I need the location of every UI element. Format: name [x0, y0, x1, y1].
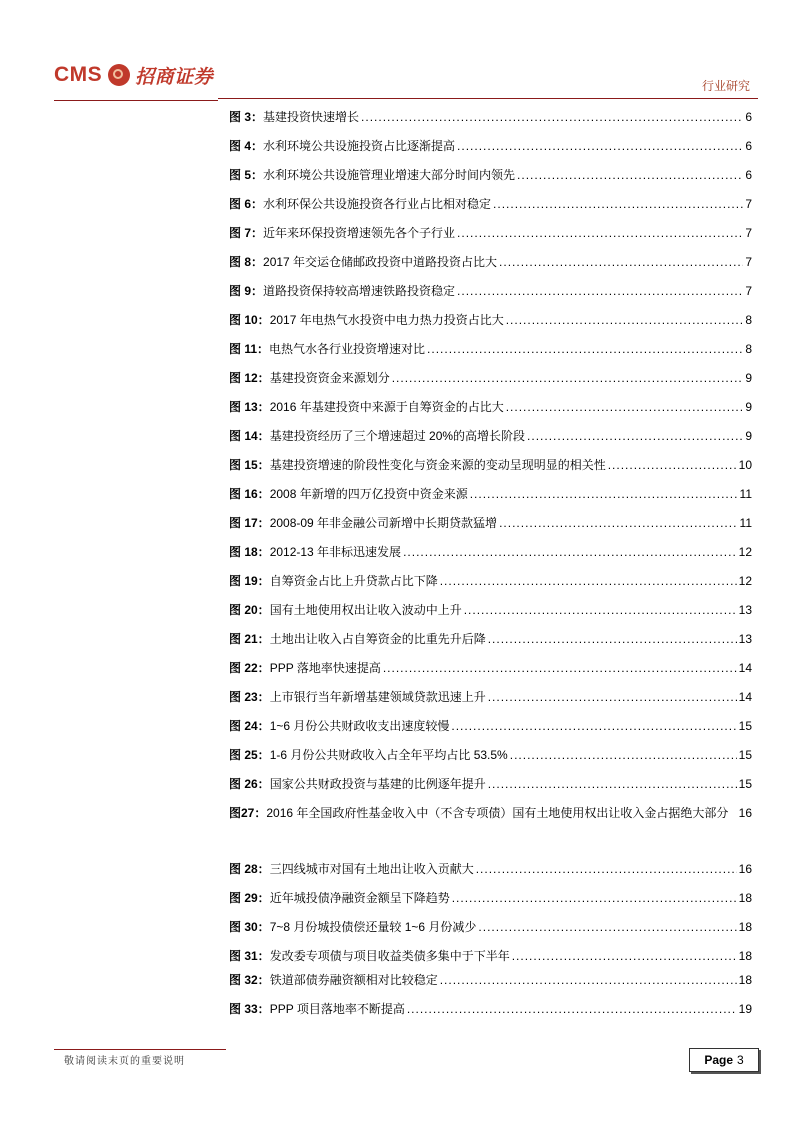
- toc-entry[interactable]: [229, 919, 752, 935]
- toc-dot-leader: [510, 747, 737, 763]
- toc-entry-label: 图 14：: [229, 429, 270, 443]
- toc-dot-leader: [452, 890, 737, 906]
- toc-entry[interactable]: [229, 399, 752, 415]
- toc-entry-label: 图 20：: [229, 603, 270, 617]
- toc-entry[interactable]: [229, 602, 752, 618]
- toc-entry[interactable]: [229, 138, 752, 154]
- toc-entry-label: 图 33：: [229, 1002, 270, 1016]
- toc-entry[interactable]: [229, 631, 752, 647]
- toc-entry-page: 18: [738, 920, 752, 934]
- toc-entry[interactable]: [229, 457, 752, 473]
- toc-entry-page: 12: [738, 574, 752, 588]
- toc-entry-page: 6: [745, 139, 752, 153]
- toc-entry-page: 7: [745, 197, 752, 211]
- toc-entry-label: 图 21：: [229, 632, 270, 646]
- toc-entry-label: 图 12：: [229, 371, 270, 385]
- toc-entry-label: 图27：: [229, 806, 267, 820]
- toc-entry-title: 水利环境公共设施管理业增速大部分时间内领先: [263, 168, 516, 182]
- toc-entry-page: 9: [745, 371, 752, 385]
- toc-dot-leader: [506, 312, 744, 328]
- toc-entry-page: 8: [745, 313, 752, 327]
- toc-entry-label: 图 29：: [229, 891, 270, 905]
- toc-dot-leader: [488, 631, 737, 647]
- toc-entry-label: 图 3：: [229, 110, 264, 124]
- toc-entry-label: 图 16：: [229, 487, 270, 501]
- toc-entry-label: 图 4：: [229, 139, 264, 153]
- toc-dot-leader: [457, 138, 743, 154]
- toc-entry-page: 16: [738, 806, 752, 820]
- toc-entry-label: 图 11：: [229, 342, 270, 356]
- toc-entry-label: 图 8：: [229, 255, 264, 269]
- toc-dot-leader: [457, 283, 743, 299]
- toc-entry-title: 水利环境公共设施投资占比逐渐提高: [263, 139, 456, 153]
- toc-entry[interactable]: [229, 225, 752, 241]
- toc-entry-label: 图 10：: [229, 313, 270, 327]
- logo-emblem-icon: [108, 64, 130, 86]
- toc-entry-title: 基建投资资金来源划分: [269, 371, 390, 385]
- toc-entry[interactable]: [229, 890, 752, 906]
- toc-dot-leader: [517, 167, 743, 183]
- toc-entry-title: 近年城投债净融资金额呈下降趋势: [269, 891, 450, 905]
- logo-text-en: CMS: [54, 63, 103, 86]
- toc-entry-label: 图 32：: [229, 973, 270, 987]
- toc-entry-page: 10: [738, 458, 752, 472]
- toc-entry-page: 11: [739, 487, 752, 501]
- toc-entry-label: 图 28：: [229, 862, 270, 876]
- toc-entry-title: 基建投资经历了三个增速超过 20%的高增长阶段: [269, 429, 526, 443]
- toc-entry-label: 图 13：: [229, 400, 270, 414]
- toc-dot-leader: [499, 515, 737, 531]
- toc-entry[interactable]: [229, 689, 752, 705]
- toc-dot-leader: [499, 254, 743, 270]
- page-label: Page: [704, 1053, 733, 1067]
- toc-dot-leader: [440, 972, 737, 988]
- toc-dot-leader: [608, 457, 737, 473]
- toc-entry-title: 基建投资快速增长: [263, 110, 360, 124]
- toc-entry-label: 图 26：: [229, 777, 270, 791]
- toc-entry[interactable]: [229, 972, 752, 988]
- toc-entry-title: 水利环保公共设施投资各行业占比相对稳定: [263, 197, 492, 211]
- toc-entry-title: 2008-09 年非金融公司新增中长期贷款猛增: [269, 516, 498, 530]
- toc-entry-page: 19: [738, 1002, 752, 1016]
- page-header: [0, 0, 794, 100]
- toc-dot-leader: [476, 861, 737, 877]
- toc-dot-leader: [488, 689, 737, 705]
- toc-dot-leader: [488, 776, 737, 792]
- toc-entry-page: 13: [738, 632, 752, 646]
- toc-entry-title: 三四线城市对国有土地出让收入贡献大: [269, 862, 474, 876]
- toc-entry-page: 18: [738, 891, 752, 905]
- toc-entry-label: 图 18：: [229, 545, 270, 559]
- page-number: 3: [737, 1053, 744, 1067]
- toc-entry[interactable]: [229, 861, 752, 877]
- toc-entry-page: 14: [738, 690, 752, 704]
- toc-entry-title: 道路投资保持较高增速铁路投资稳定: [263, 284, 456, 298]
- toc-entry-page: 14: [738, 661, 752, 675]
- toc-entry-page: 7: [745, 226, 752, 240]
- toc-entry-page: 9: [745, 429, 752, 443]
- toc-entry-label: 图 15：: [229, 458, 270, 472]
- cms-logo: [54, 62, 213, 88]
- toc-entry[interactable]: [229, 747, 752, 763]
- toc-dot-leader: [427, 341, 743, 357]
- toc-entry-page: 15: [738, 748, 752, 762]
- toc-entry-label: 图 23：: [229, 690, 270, 704]
- toc-entry-label: 图 9：: [229, 284, 264, 298]
- toc-entry[interactable]: [229, 196, 752, 212]
- toc-entry-page: 18: [738, 973, 752, 987]
- toc-entry-title: PPP 落地率快速提高: [269, 661, 381, 675]
- toc-dot-leader: [383, 660, 737, 676]
- toc-entry-page: 7: [745, 255, 752, 269]
- toc-dot-leader: [457, 225, 743, 241]
- toc-entry-page: 13: [738, 603, 752, 617]
- toc-entry-label: 图 17：: [229, 516, 270, 530]
- toc-entry[interactable]: [229, 544, 752, 560]
- toc-dot-leader: [451, 718, 736, 734]
- toc-entry[interactable]: [229, 167, 752, 183]
- toc-dot-leader: [403, 544, 737, 560]
- toc-entry[interactable]: [229, 370, 752, 386]
- toc-entry-page: 15: [738, 719, 752, 733]
- toc-entry[interactable]: [229, 283, 752, 299]
- section-label: 行业研究: [701, 79, 750, 93]
- toc-entry-title: 7~8 月份城投债偿还量较 1~6 月份减少: [269, 920, 477, 934]
- toc-entry-title: 电热气水各行业投资增速对比: [269, 342, 426, 356]
- toc-entry-page: 11: [739, 516, 752, 530]
- toc-entry-label: 图 5：: [229, 168, 264, 182]
- toc-entry-title: 2017 年交运仓储邮政投资中道路投资占比大: [263, 255, 498, 269]
- toc-dot-leader: [464, 602, 737, 618]
- toc-entry-page: 7: [745, 284, 752, 298]
- toc-entry-title: 发改委专项债与项目收益类债多集中于下半年: [269, 949, 510, 963]
- toc-entry[interactable]: [229, 660, 752, 676]
- toc-entry-title: 国有土地使用权出让收入波动中上升: [269, 603, 462, 617]
- toc-entry-title: PPP 项目落地率不断提高: [269, 1002, 405, 1016]
- toc-entry-label: 图 25：: [229, 748, 270, 762]
- toc-entry-title: 基建投资增速的阶段性变化与资金来源的变动呈现明显的相关性: [269, 458, 606, 472]
- toc-entry-title: 土地出让收入占自筹资金的比重先升后降: [269, 632, 486, 646]
- toc-dot-leader: [506, 399, 744, 415]
- toc-entry-title: 国家公共财政投资与基建的比例逐年提升: [269, 777, 486, 791]
- toc-entry[interactable]: [229, 1001, 752, 1017]
- toc-entry-page: 6: [745, 110, 752, 124]
- header-divider: [218, 98, 758, 99]
- toc-entry[interactable]: [229, 341, 752, 357]
- toc-entry-title: 2012-13 年非标迅速发展: [269, 545, 402, 559]
- toc-entry-page: 12: [738, 545, 752, 559]
- toc-entry-page: 8: [745, 342, 752, 356]
- toc-entry[interactable]: [229, 428, 752, 444]
- toc-entry[interactable]: [229, 948, 752, 964]
- toc-dot-leader: [407, 1001, 737, 1017]
- toc-dot-leader: [470, 486, 738, 502]
- toc-entry[interactable]: [229, 486, 752, 502]
- toc-dot-leader: [527, 428, 743, 444]
- toc-entry-title: 2008 年新增的四万亿投资中资金来源: [269, 487, 468, 501]
- toc-entry-title: 2016 年基建投资中来源于自筹资金的占比大: [269, 400, 504, 414]
- toc-entry-title: 近年来环保投资增速领先各个子行业: [263, 226, 456, 240]
- toc-entry-label: 图 22：: [229, 661, 270, 675]
- toc-entry-label: 图 31：: [229, 949, 270, 963]
- logo-text-cn: 招商证券: [135, 65, 214, 88]
- toc-entry-title: 铁道部债券融资额相对比较稳定: [269, 973, 438, 987]
- toc-entry-title: 1~6 月份公共财政收支出速度较慢: [269, 719, 450, 733]
- toc-entry-label: 图 19：: [229, 574, 270, 588]
- toc-dot-leader: [478, 919, 736, 935]
- toc-entry-title: 上市银行当年新增基建领域贷款迅速上升: [269, 690, 486, 704]
- toc-entry[interactable]: [229, 515, 752, 531]
- toc-dot-leader: [392, 370, 744, 386]
- toc-entry-page: 6: [745, 168, 752, 182]
- footer-divider: [54, 1049, 226, 1050]
- page-number-box: [689, 1048, 759, 1072]
- header-divider-left: [54, 100, 218, 101]
- toc-entry[interactable]: [229, 718, 752, 734]
- toc-entry-label: 图 30：: [229, 920, 270, 934]
- toc-entry-label: 图 7：: [229, 226, 264, 240]
- toc-entry[interactable]: [229, 109, 752, 125]
- toc-entry[interactable]: [229, 573, 752, 589]
- toc-entry[interactable]: [229, 254, 752, 270]
- toc-dot-leader: [512, 948, 737, 964]
- toc-entry[interactable]: [229, 776, 752, 792]
- toc-entry-title: 2016 年全国政府性基金收入中（不含专项债）国有土地使用权出让收入金占据绝大部分: [266, 806, 729, 820]
- toc-entry-page: 15: [738, 777, 752, 791]
- toc-dot-leader: [493, 196, 743, 212]
- footer-disclaimer: 敬请阅读末页的重要说明: [64, 1056, 185, 1067]
- toc-entry-label: 图 24：: [229, 719, 270, 733]
- toc-entry-label: 图 6：: [229, 197, 264, 211]
- toc-entry-title: 2017 年电热气水投资中电力热力投资占比大: [269, 313, 504, 327]
- toc-dot-leader: [440, 573, 737, 589]
- toc-entry[interactable]: [229, 805, 752, 824]
- toc-entry-page: 16: [738, 862, 752, 876]
- toc-entry-title: 1-6 月份公共财政收入占全年平均占比 53.5%: [269, 748, 508, 762]
- toc-entry-page: 18: [738, 949, 752, 963]
- toc-entry-title: 自筹资金占比上升贷款占比下降: [269, 574, 438, 588]
- toc-entry-page: 9: [745, 400, 752, 414]
- toc-entry[interactable]: [229, 312, 752, 328]
- toc-dot-leader: [361, 109, 743, 125]
